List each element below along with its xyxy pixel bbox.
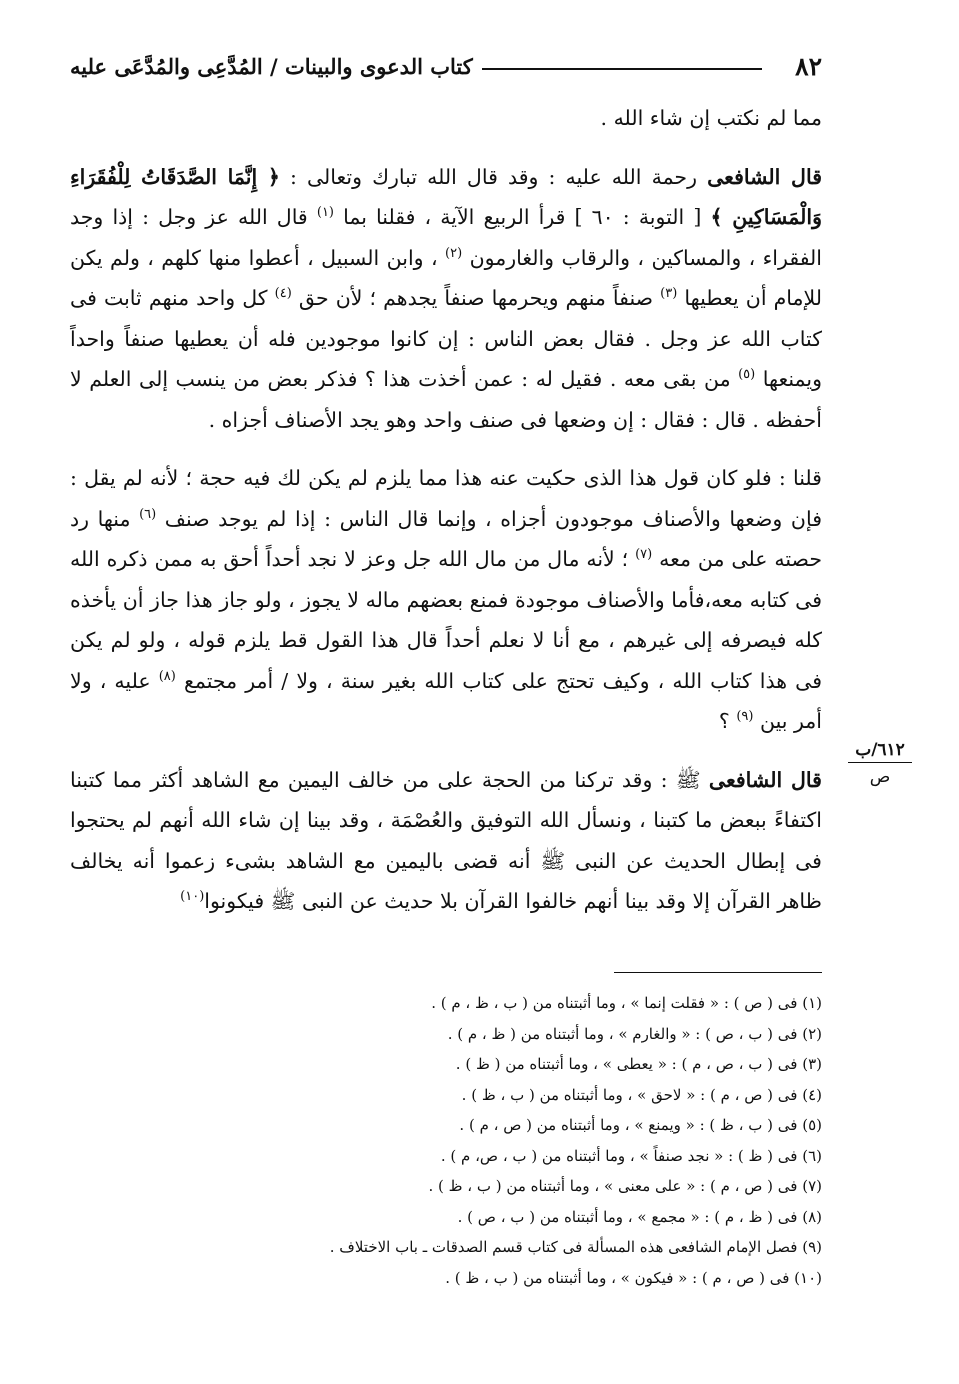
footnote-ref-10: (١٠)	[180, 889, 205, 905]
footnote: (٨) فى ( ظ ، م ) : « مجمع » ، وما أثبتناه من ( ب ، ص ) .	[457, 1207, 822, 1226]
paragraph-2-text-g: من بقى معه . فقيل له : عمن أخذت هذا ؟ فذكر بعض من ينسب إلى العلم لا أحفظه . قال : فقال : إن وضعها فى صنف واحد وهو يجد الأصناف أجزاه .	[70, 367, 822, 432]
footnote: (٣) فى ( ب ، ص ، م ) : « يعطى » ، وما أثبتناه من ( ظ ) .	[455, 1055, 822, 1073]
paragraph-2	[70, 157, 822, 441]
footnote: (٩) فصل الإمام الشافعى هذه المسألة فى كتاب قسم الصدقات ـ باب الاختلاف .	[329, 1238, 822, 1256]
footnote: (١) فى ( ص ) : « فقلت إنما » ، وما أثبتناه من ( ب ، ظ ، م ) .	[431, 994, 822, 1012]
footnote-ref-6: (٦)	[139, 506, 157, 522]
paragraph-3-text-a: قلنا : فلو كان قول هذا الذى حكيت عنه هذا مما يلزم لم يكن لك فيه حجة ؛ لأنه لم يقل : فإن وضعها والأصناف موجودون أجزاه ، وإنما قال الناس : إذا لم يوجد صنف	[70, 466, 822, 531]
running-title: كتاب الدعوى والبينات / المُدَّعِى والمُدَّعَى عليه	[70, 54, 473, 79]
paragraph-1	[70, 98, 822, 139]
paragraph-3-text-d: عليه ، ولا أمر بين	[70, 668, 822, 733]
footnote: (٧) فى ( ص ، م ) : « على معنى » ، وما أثبتناه من ( ب ، ظ ) .	[428, 1177, 822, 1195]
footnote-ref-2: (٢)	[445, 245, 463, 261]
paragraph-2-text-a: رحمة الله عليه : وقد قال الله تبارك وتعالى :	[279, 164, 708, 189]
footnotes	[70, 988, 822, 1293]
quran-verse: ﴿ إِنَّمَا الصَّدَقَاتُ لِلْفُقَرَاءِ وَالْمَسَاكِينِ ﴾	[70, 164, 822, 229]
footnote: (٦) فى ( ظ ) : « نجد صنفاً » ، وما أثبتناه من ( ب ، ص، م ) .	[440, 1146, 822, 1165]
paragraph-3	[70, 458, 822, 742]
footnote-ref-3: (٣)	[660, 286, 678, 302]
footnote-ref-7: (٧)	[635, 547, 653, 563]
main-text	[70, 98, 822, 922]
paragraph-4	[70, 760, 822, 922]
speaker-shafii: قال الشافعى	[708, 767, 822, 792]
speaker-shafii: قال الشافعى	[707, 164, 822, 189]
paragraph-3-text-b: منها رد حصته على من معه	[70, 506, 823, 571]
running-header	[70, 52, 822, 92]
footnote: (٢) فى ( ب ، ص ) : « والغارم » ، وما أثبتناه من ( ظ ، م ) .	[447, 1024, 822, 1043]
paragraph-2-text-d: ، وابن السبيل ، أعطوا منها كلهم ، ولم يكن للإمام أن يعطيها	[70, 245, 822, 310]
paragraph-1-text: مما لم نكتب إن شاء الله .	[600, 106, 822, 130]
footnote-ref-1: (١)	[316, 205, 334, 221]
paragraph-2-text-e: صنفاً منهم ويحرمها صنفاً يجدهم ؛ لأن حق	[291, 286, 661, 310]
footnote: (٤) فى ( ص ، م ) : « لاحق » ، وما أثبتناه من ( ب ، ظ ) .	[461, 1085, 822, 1104]
footnote-ref-4: (٤)	[274, 286, 292, 302]
paragraph-3-text-c: ؛ لأنه مال من مال الله جل وعز لا نجد أحداً أحق به ممن ذكره الله فى كتابه معه،فأما والأصناف موجودة فمنع بعضهم ماله لا يجوز ، ولو جاز هذا جاز أن يأخذه كله فيصرفه إلى غيرهم ، مع أنا لا نعلم أحداً قال هذا القول قط يلزم قوله ، ولو لم يكن فى هذا كتاب الله ، وكيف تحتج على كتاب الله بغير سنة ، ولا / أمر مجتمع	[70, 547, 822, 693]
footnote-ref-5: (٥)	[738, 367, 756, 383]
paragraph-4-text-a: ﷺ : وقد تركنا من الحجة على من خالف اليمين مع الشاهد أكثر مما كتبنا اكتفاءً ببعض ما كتبنا ، ونسأل الله التوفيق والعُصْمَة ، وقد بينا إن شاء الله أنهم لم يحتجوا فى إبطال الحديث عن النبى ﷺ أنه قضى باليمين مع الشاهد بشىء زعموا أنه يخالف ظاهر القرآن إلا وقد بينا أنهم خالفوا القرآن بلا حديث عن النبى ﷺ فيكونوا	[70, 767, 822, 913]
footnote-separator	[614, 972, 822, 973]
paragraph-2-text-b: [ التوبة : ٦٠ ] قرأ الربيع الآية ، فقلنا بما	[334, 205, 711, 229]
manuscript-siglum: ص	[869, 767, 891, 787]
folio-number: ٦١٢/ب	[848, 740, 912, 763]
footnote: (٥) فى ( ب ، ظ ) : « ويمنع » ، وما أثبتناه من ( ص ، م ) .	[459, 1116, 822, 1134]
page-number: ٨٢	[795, 52, 822, 81]
paragraph-3-text-e: ؟	[718, 709, 737, 733]
margin-folio-reference	[848, 740, 912, 787]
header-rule	[482, 68, 762, 70]
footnote-ref-8: (٨)	[158, 668, 176, 684]
footnote-ref-9: (٩)	[736, 709, 754, 725]
paragraph-2-text-c: قال الله عز وجل : إذا وجد الفقراء ، والمساكين ، والرقاب والغارمون	[70, 205, 823, 270]
paragraph-2-text-f: كل واحد منهم ثابت فى كتاب الله عز وجل . فقال بعض الناس : إن كانوا موجودين فله أن يعطيها صنفاً واحداً ويمنعها	[70, 286, 822, 391]
footnote: (١٠) فى ( ص ، م ) : « فيكون » ، وما أثبتناه من ( ب ، ظ ) .	[445, 1268, 822, 1287]
